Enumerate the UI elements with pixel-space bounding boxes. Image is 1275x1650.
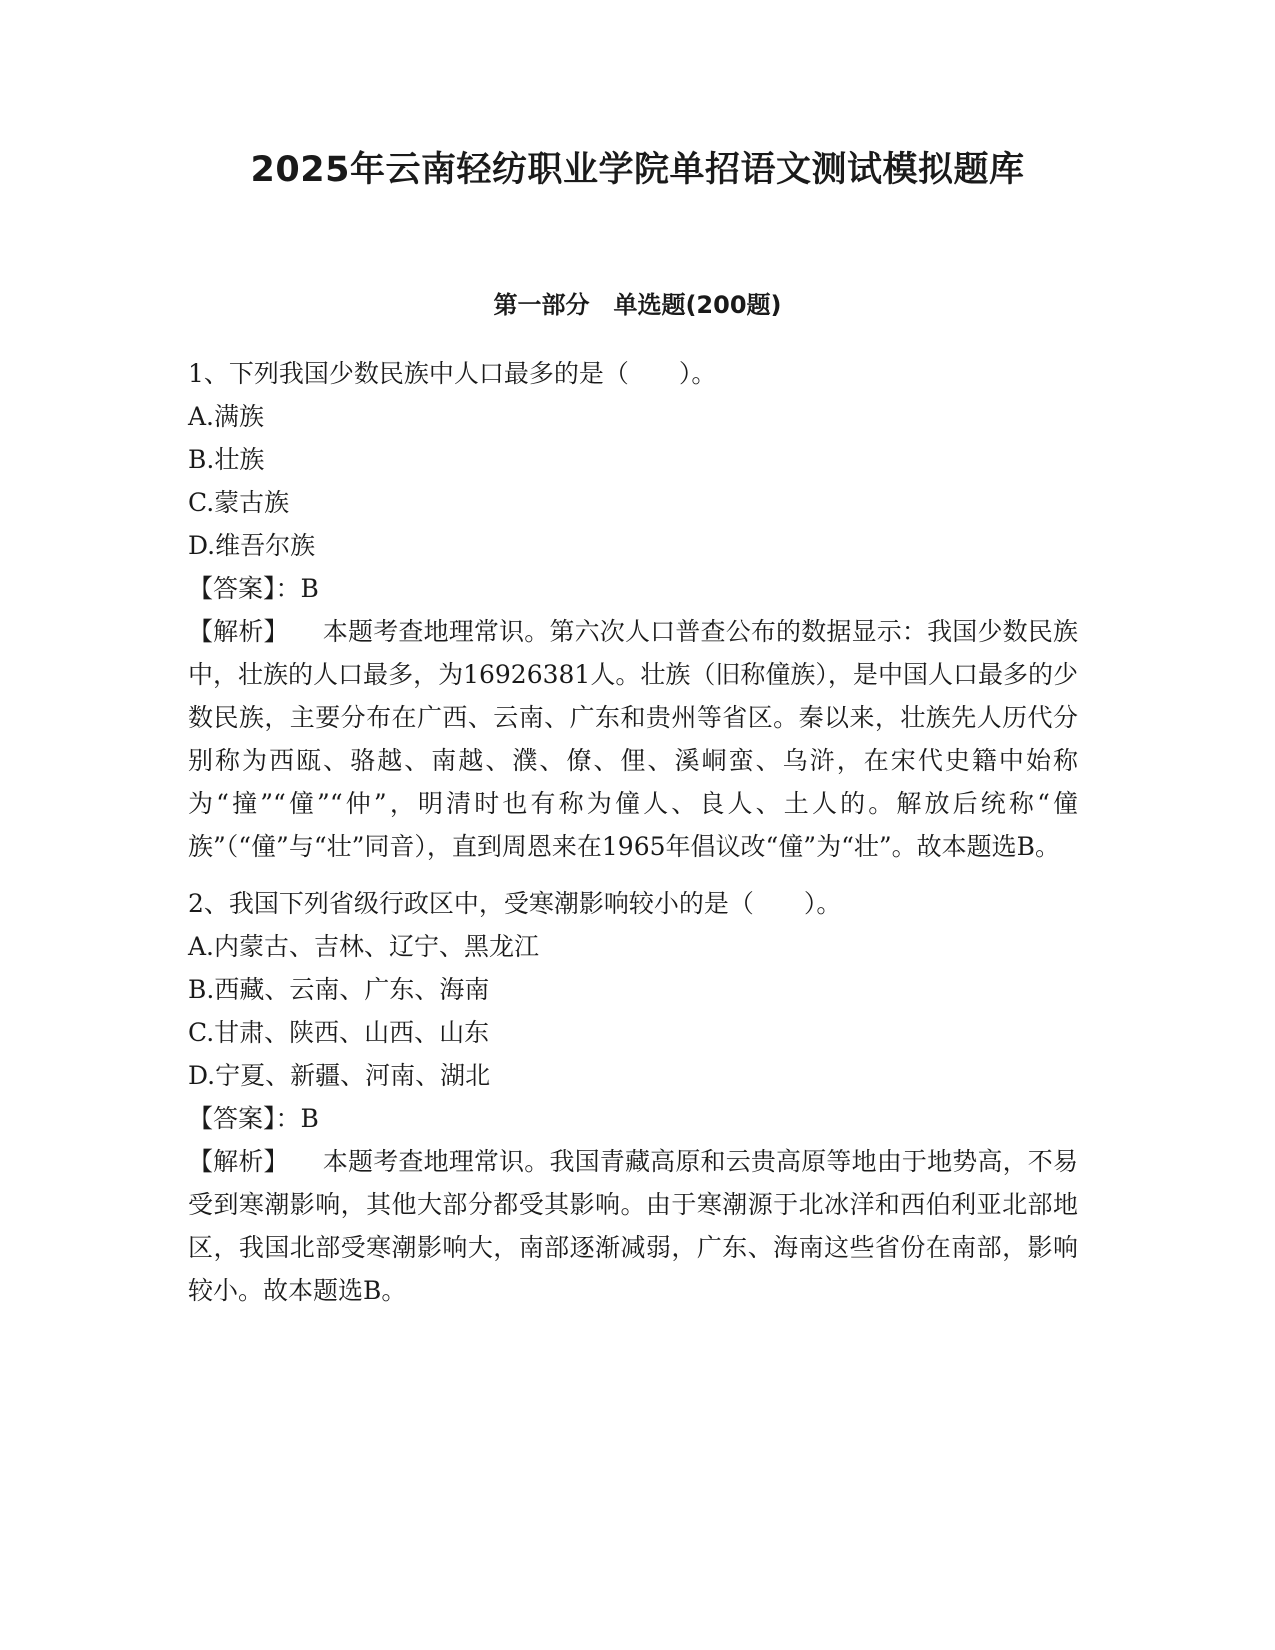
answer-label: 【答案】： <box>188 574 301 603</box>
option-c: C.甘肃、陕西、山西、山东 <box>188 1018 490 1047</box>
question-2 <box>188 882 1078 1312</box>
question-stem: 2、我国下列省级行政区中，受寒潮影响较小的是（ ）。 <box>188 889 842 918</box>
option-d: D.宁夏、新疆、河南、湖北 <box>188 1061 491 1090</box>
answer-line <box>188 1097 1078 1140</box>
explanation-label: 【解析】 <box>188 1147 289 1176</box>
option-d: D.维吾尔族 <box>188 531 316 560</box>
answer-line <box>188 567 1078 610</box>
option-b: B.壮族 <box>188 445 265 474</box>
answer-label: 【答案】： <box>188 1104 301 1133</box>
option-c: C.蒙古族 <box>188 488 290 517</box>
explanation-text: 本题考查地理常识。我国青藏高原和云贵高原等地由于地势高，不易受到寒潮影响，其他大部分都受其影响。由于寒潮源于北冰洋和西伯利亚北部地区，我国北部受寒潮影响大，南部逐渐减弱，广东、海南这些省份在南部，影响较小。故本题选B。 <box>188 1147 1078 1305</box>
answer-value: B <box>300 574 319 603</box>
option-a: A.内蒙古、吉林、辽宁、黑龙江 <box>188 932 540 961</box>
explanation-text: 本题考查地理常识。第六次人口普查公布的数据显示：我国少数民族中，壮族的人口最多，为16926381人。壮族（旧称僮族），是中国人口最多的少数民族，主要分布在广西、云南、广东和贵州等省区。秦以来，壮族先人历代分别称为西瓯、骆越、南越、濮、僚、俚、溪峒蛮、乌浒，在宋代史籍中始称为“撞”“僮”“仲”，明清时也有称为僮人、良人、土人的。解放后统称“僮族”（“僮”与“壮”同音），直到周恩来在1965年倡议改“僮”为“壮”。故本题选B。 <box>188 617 1078 861</box>
document-title: 2025年云南轻纺职业学院单招语文测试模拟题库 <box>250 150 1025 190</box>
question-1 <box>188 352 1078 868</box>
option-a: A.满族 <box>188 402 265 431</box>
option-b: B.西藏、云南、广东、海南 <box>188 975 490 1004</box>
explanation <box>188 610 1078 868</box>
answer-value: B <box>300 1104 319 1133</box>
explanation <box>188 1140 1078 1312</box>
question-list <box>188 352 1078 1326</box>
explanation-label: 【解析】 <box>188 617 289 646</box>
question-stem: 1、下列我国少数民族中人口最多的是（ ）。 <box>188 359 717 388</box>
section-heading: 第一部分 单选题(200题) <box>493 291 782 319</box>
